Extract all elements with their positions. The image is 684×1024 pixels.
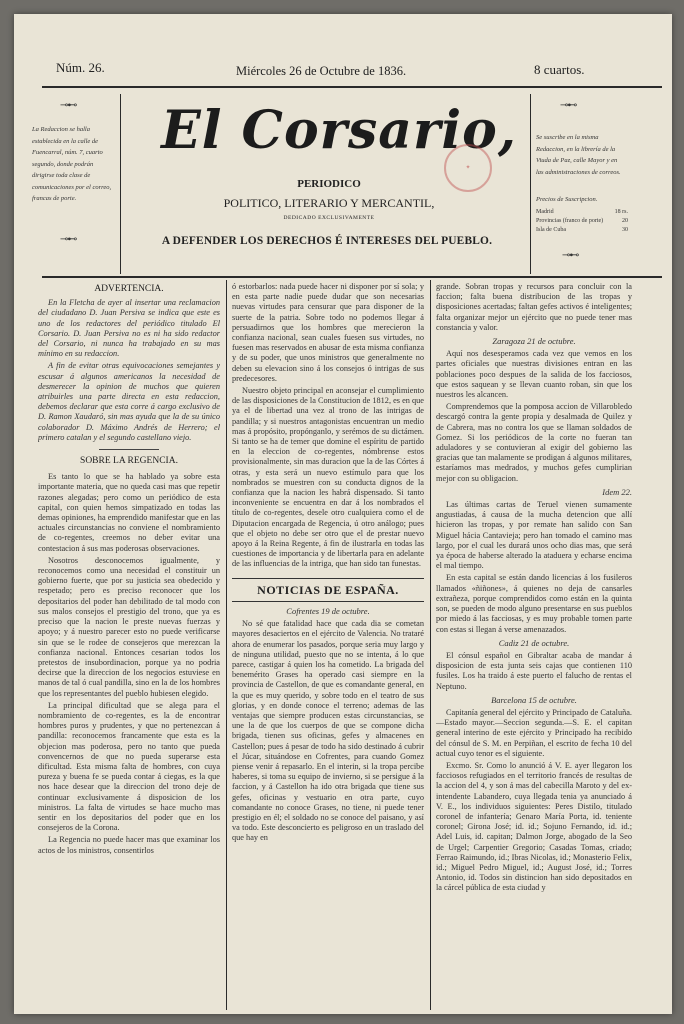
divider: [99, 449, 159, 450]
issue-date: Miércoles 26 de Octubre de 1836.: [236, 64, 407, 78]
left-ornament-bottom: ⊸⊷: [60, 234, 77, 245]
price-place: Madrid: [536, 209, 554, 215]
issue-price: 8 cuartos.: [534, 62, 585, 77]
price-row: [536, 217, 628, 226]
price-place: Provincias (franco de porte): [536, 218, 604, 224]
paragraph: Comprendemos que la pomposa accion de Villarobledo descargó contra la gente propia y desalmada de Quilez y de Cabrera, mas no contra los que se llaman soldados de Gomez. Si los periódicos de la corte no fueran tan aduladores y se contuvieran al exigir del gobierno las gracias que tan malamente se prodigan á algunos militares, estaríamos mas medrados, y muchos gefes cumplirian mejor con su obligacion.: [436, 402, 632, 483]
subscription-prices-title: Precios de Suscripcion.: [536, 196, 598, 203]
newspaper-title: El Corsario,: [161, 100, 517, 161]
paragraph: La principal dificultad que se alega para el nombramiento de co-regentes, es la de encontrar hombres puros y prudentes, y que no pertenezcan á pandilla: reconocemos francamente que esta es la objecion mas poderosa, pero no tanto que pueda convencernos de que no pueda superarse esta dificultad. Esta misma falta de hombres, con cuya pureza y buena fe se pueda contar á ciegas, es la que nos hace desear que la direccion del trono deje de continuar exclusivamente á disposicion de los ministros. La falta de virtudes se hace mucho mas sentir en los depositarios del poder que en los consejeros de la Corona.: [38, 700, 220, 833]
heading-advertencia: ADVERTENCIA.: [94, 284, 164, 294]
motto-line: A DEFENDER LOS DERECHOS É INTERESES DEL PUEBLO.: [161, 235, 493, 247]
paragraph: El cónsul español en Gibraltar acaba de mandar á disposicion de esta junta seis cajas que contienen 110 fusiles. Los ha traido á este puerto el falucho de rentas el Neptuno.: [436, 650, 632, 691]
paragraph: No sé que fatalidad hace que cada dia se cometan mayores desaciertos en el ejército de Valencia. No trataré ahora de enumerar los pasados, porque seria muy largo y de ninguna utilidad, puesto que no se intenta, á lo que parece, castigar á quien los ha cometido. La brigada del benemérito Grases ha operado casi siempre en la provincia de Castellon, de que es comandante general, en la que es muy querido, y sobre todo en el teatro de sus glorias, y en donde conoce el terreno; ademas de las ventajas que siempre producen estas circunstancias, se une la de que los cuerpos de que se compone dicha brigada, tienen sus oficinas, gefes y almacenes en Castellon; pues á pesar de todo ha sido destinado á cubrir el Júcar, situándose en Cofrentes, para cuando Gomez piense venir á repasarlo. En el interin, si la tropa percibe haberes, si toma su equipo de invierno, si se persigue á la faccion, y á Castellon ha ido otra brigada que tiene sus gefes, oficinas y vestuario en otra parte, cuyo comandante no conoce Grases, no tiene, ni puede tener prestigio en él; el soldado no se conoce del paisano, y así va todo. Este desconcierto es peligroso en un traslado del que hay en: [232, 619, 424, 843]
price-value: 30: [622, 227, 628, 233]
dateline: Zaragoza 21 de octubre.: [492, 336, 576, 347]
right-info-box: Se suscribe en la misma Redaccion, en la librería de la Viuda de Paz, calle Mayor y en las administraciones de correos.: [536, 134, 621, 176]
issue-number: Núm. 26.: [56, 60, 105, 75]
top-rule: [42, 86, 662, 88]
paragraph: En esta capital se están dando licencias á los fusileros llamados «ñiñones», á quienes no deja de cansarles extrañeza, porque comprendidos como están en la quinta son, se pueden de modo alguno presentarse en sus pueblos por miedo á las facciosas, y es muy probable tomen parte con estas si llegan á verse amenazados.: [436, 573, 632, 634]
paragraph: Capitanía general del ejército y Principado de Cataluña.—Estado mayor.—Seccion segunda.—S. E. el capitan general interino de este ejército y Principado ha recibido del cónsul de S. M. en Perpiñan, el escrito de fecha 10 del actual cuyo tenor es el siguiente.: [436, 707, 632, 758]
price-row: [536, 226, 628, 235]
left-box-divider: [120, 94, 121, 274]
price-place: Isla de Cuba: [536, 227, 566, 233]
left-info-box: La Redaccion se halla establecida en la calle de Fuencarral, núm. 7, cuarto segundo, donde podrán dirigirse toda clase de comunicaciones por el correo, francas de porte.: [32, 126, 112, 202]
paragraph: Es tanto lo que se ha hablado ya sobre esta importante materia, que no queda casi mas que repetir razones alegadas; pero como un periódico de esta capital, con quien hemos simpatizado en todas las demas opiniones, ha emprendido manifestar que en las actuales circunstancias no conviene el nombramiento de co-regentes, creemos no deber evitar una contestacion á sus mas poderosas observaciones.: [38, 472, 220, 553]
dedication-line: DEDICADO EXCLUSIVAMENTE: [283, 215, 375, 221]
heading-regencia: SOBRE LA REGENCIA.: [80, 456, 178, 467]
paragraph: Excmo. Sr. Como lo anunció á V. E. ayer llegaron los facciosos refugiados en el territorio francés de resultas de la accion del 4, y son á mas del cabecilla Maroto y del ex-intendente Labandero, cuya llegada tenia ya anunciado á V. E., los individuos siguientes: Peres Distilo, titulado coronel de infantería; Genaro María Porta, id. teniente coronel; Girona José; id. id.; Sojuno Fernando, id. id.; Adel Luis, id. capitan; Dalmon Jorge, abogado de la Seo de Urgel; Carpentier Gregorio; Casadas Tomas, criado; Ferrao Raimundo, id.; Ibras Nicolas, id.; Monasterio Felix, id.; Miguel Pedro Miguel, id.; August José, id.; Torres Antonio, id. Todos sin distincion han sido depositados en la cárcel pública de esta ciudad y: [436, 760, 632, 893]
left-ornament-top: ⊸⊷: [60, 100, 77, 111]
divider: [232, 601, 424, 602]
dateline: Cofrentes 19 de octubre.: [286, 605, 370, 616]
subtitle-periodico: PERIODICO: [297, 178, 361, 190]
column-rule-1: [226, 280, 227, 1010]
library-stamp: ✦: [444, 144, 492, 192]
column-1: [38, 282, 220, 1010]
price-value: 18 rs.: [614, 209, 628, 215]
dateline: Barcelona 15 de octubre.: [491, 694, 577, 705]
paragraph: Nuestro objeto principal en aconsejar el cumplimiento de las disposiciones de la Constitucion de 1812, es en que ya el de libertad una vez al trono de las intrigas de pandilla; y si nuestros antagonistas encuentran un medio mas á propósito, propónganlo, y serémos de su dictámen. Si tanto se ha de temer que domine el espíritu de partido en la eleccion de co-regentes, nómbrense estos provisionalmente, sin mas duracion que la de las Córtes á otras, y esta será un nuevo estímulo para que los nombrados se muestren con su conducta dignos de la confianza que la nacion les habrá dispensado. Si tanto inconveniente se encuentra en dar á los nombrados el título de co-regentes, desele otro cualquiera como el de Diputacion encargada de Regencia, ú otro análogo; pues que el objeto no debe ser otro que el de prestar nuevo apoyo á la Reina Regente, á fin de ilustrarla en todas las cuestiones de importancia y de libertarla para en adelante de las influencias de la intriga, que han sido tan funestas.: [232, 386, 424, 569]
column-rule-2: [430, 280, 431, 1010]
price-value: 20: [622, 218, 628, 224]
newspaper-page: [14, 14, 672, 1014]
paragraph: A fin de evitar otras equivocaciones semejantes y escusar á algunos americanos la necesidad de desmerecer la opinion de muchos que quieren atribuirles una parte directa en esta redaccion, debemos declarar que esta corre á cargo exclusivo de D. Ramon Xaudaró, sin mas ayuda que la de su único colaborador D. Máximo Andrés de Herrero; el primero catalan y el segundo castellano viejo.: [38, 361, 220, 442]
subtitle-politico: POLITICO, LITERARIO Y MERCANTIL,: [223, 196, 435, 210]
right-ornament-bottom: ⊸⊷: [562, 250, 579, 261]
price-row: [536, 208, 628, 217]
subscription-prices: [536, 208, 628, 235]
paragraph: grande. Sobran tropas y recursos para concluir con la faccion; falta buena distribucion de las tropas y disposiciones acertadas; faltan gefes activos é inteligentes; falta organizar mejor un ejército que no puede tener mas constancia y valor.: [436, 282, 632, 332]
paragraph: Aquí nos desesperamos cada vez que vemos en los partes oficiales que nuestras divisiones entran en las poblaciones poco despues de la salida de los facciosos, que estos saquean y se llevan cuanto roban, sin que los nuestros les alcancen.: [436, 349, 632, 400]
divider: [232, 578, 424, 579]
dateline: Idem 22.: [602, 486, 632, 497]
right-ornament-top: ⊸⊷: [560, 100, 577, 111]
paragraph: Nosotros desconocemos igualmente, y reconocemos como una necesidad el constituir un gobierno fuerte, que por su justicia sea obedecido y respetado; pero es preciso reconocer que los depositarios del poder han debilitado de tal modo con sus malos consejos el prestigio del trono, que ya es preciso que la nacion le preste nuevas fuerzas y apoyo; y á nuestro parecer esto no puede verificarse sin que se le rodee de consejeros que merezcan la confianza nacional. Entonces cesarian todos los pretestos de insubordinacion, porque ya no podria decirse que la direccion de los negocios estuviese en manos de tal ó cual pandilla, sino en la de los hombres que los representantes del pueblo hubiesen elegido.: [38, 555, 220, 698]
paragraph: ó estorbarlos: nada puede hacer ni disponer por sí sola; y en esta parte nadie puede dudar que son necesarias nuevas virtudes para censurar que para disponer de la suerte de la patria. Sobre todo no podemos llegar á persuadirnos que los hombres que merecieron la confianza nacional, sean cuales fuesen sus virtudes, no fuesen mas reservados en abusar de esta misma confianza y de su poder, que unos ministros que generalmente no deben su elevacion sino á los consejos ó intrigas de sus predecesores.: [232, 282, 424, 383]
paragraph: Las últimas cartas de Teruel vienen sumamente angustiadas, á causa de la mucha detencion que allí hicieron las tropas, y por remate han salido con San Miguel hácia Cantavieja; pero han tomado el camino mas largo, por el cual les durará unos ocho dias mas, que será ya época de haberse alterado la ataduera y echarse encima el mal tiempo.: [436, 500, 632, 571]
masthead-bottom-rule: [42, 276, 662, 278]
advertencia-text: [38, 298, 220, 443]
paragraph: La Regencia no puede hacer mas que examinar los actos de los ministros, consentirlos: [38, 835, 220, 855]
column-3: [436, 282, 632, 1010]
paragraph: En la Fletcha de ayer al insertar una reclamacion del ciudadano D. Juan Persiva se indica que este es uno de los redactores del periódico titulado El Corsario. D. Juan Persiva no es ni ha sido redactor del Corsario, ni nunca ha trabajado en su mas mínimo en su redaccion.: [38, 298, 220, 359]
column-2: [232, 282, 424, 1010]
right-box-divider: [530, 94, 531, 274]
heading-noticias: NOTICIAS DE ESPAÑA.: [257, 582, 399, 597]
dateline: Cadiz 21 de octubre.: [498, 637, 570, 648]
